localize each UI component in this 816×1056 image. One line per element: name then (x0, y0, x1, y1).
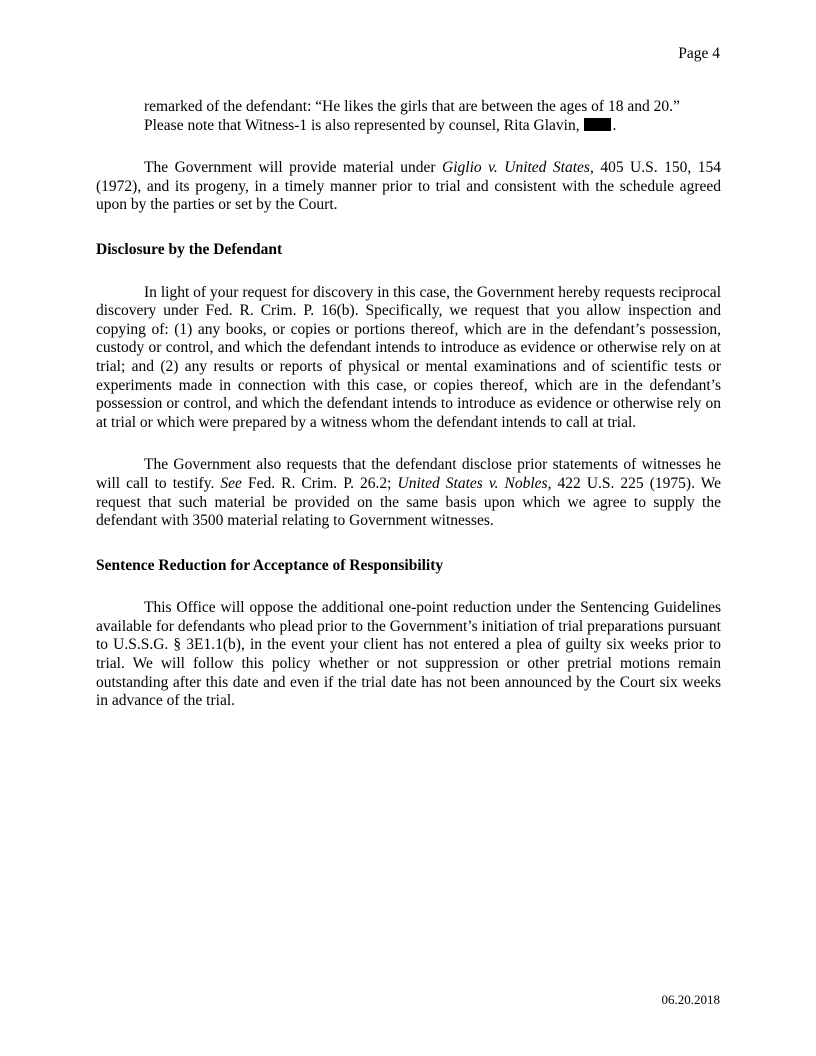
spacer (96, 544, 721, 557)
prior-statements-text-pre: The Government also requests that the defendant disclose prior statements of witnesses he will call to testify. (96, 456, 721, 492)
witness-counsel-text-post: . (612, 116, 617, 134)
giglio-text-post: , 405 U.S. 150, 154 (1972), and its progeny, in a timely manner prior to trial and consistent with the schedule agreed upon by the parties or set by the Court. (96, 159, 721, 214)
paragraph-sentence-reduction: This Office will oppose the additional one-point reduction under the Sentencing Guidelines available for defendants who plead prior to the Government’s initiation of trial preparations pursuant to U.S.S.G. § 3E1.1(b), in the event your client has not entered a plea of guilty six weeks prior to trial. We will follow this policy whether or not suppression or other pretrial motions remain outstanding after this date and even if the trial date has not been announced by the Court six weeks in advance of the trial. (96, 599, 721, 710)
document-body (96, 98, 721, 724)
prior-statements-text-mid: Fed. R. Crim. P. 26.2; (241, 474, 398, 492)
giglio-text-pre: The Government will provide material under (144, 159, 443, 177)
paragraph-witness-statement (144, 98, 721, 135)
paragraph-reciprocal-discovery: In light of your request for discovery in this case, the Government hereby requests reciprocal discovery under Fed. R. Crim. P. 16(b). Specifically, we request that you allow inspection and copying of: (1) any books, or copies or portions thereof, which are in the defendant’s possession, custody or control, and which the defendant intends to introduce as evidence or otherwise rely on at trial; and (2) any results or reports of physical or mental examinations and of scientific tests or experiments made in connection with this case, or copies thereof, which are in the defendant’s possession or control, and which the defendant intends to introduce as evidence or otherwise rely on at trial or which were prepared by a witness whom the defendant intends to call at trial. (96, 283, 721, 431)
spacer (96, 228, 721, 241)
spacer (96, 273, 721, 284)
heading-disclosure-by-defendant: Disclosure by the Defendant (96, 240, 283, 258)
page-number-header: Page 4 (678, 45, 720, 62)
see-signal: See (220, 474, 242, 492)
nobles-case-citation: United States v. Nobles (397, 474, 548, 492)
witness-statement-line-1: remarked of the defendant: “He likes the girls that are between the ages of 18 and 20.” (144, 98, 680, 115)
heading-sentence-reduction: Sentence Reduction for Acceptance of Responsibility (96, 556, 444, 574)
paragraph-giglio (96, 159, 721, 215)
spacer (96, 588, 721, 599)
witness-counsel-text-pre: Please note that Witness-1 is also represented by counsel, Rita Glavin, (144, 116, 584, 134)
redaction-box (584, 118, 611, 131)
spacer (96, 445, 721, 456)
giglio-case-citation: Giglio v. United States (442, 159, 590, 177)
spacer (96, 148, 721, 159)
prior-statements-text-post: , 422 U.S. 225 (1975). We request that such material be provided on the same basis upon which we agree to supply the defendant with 3500 material relating to Government witnesses. (96, 474, 721, 530)
paragraph-prior-statements (96, 456, 721, 530)
document-footer-date: 06.20.2018 (661, 992, 720, 1008)
